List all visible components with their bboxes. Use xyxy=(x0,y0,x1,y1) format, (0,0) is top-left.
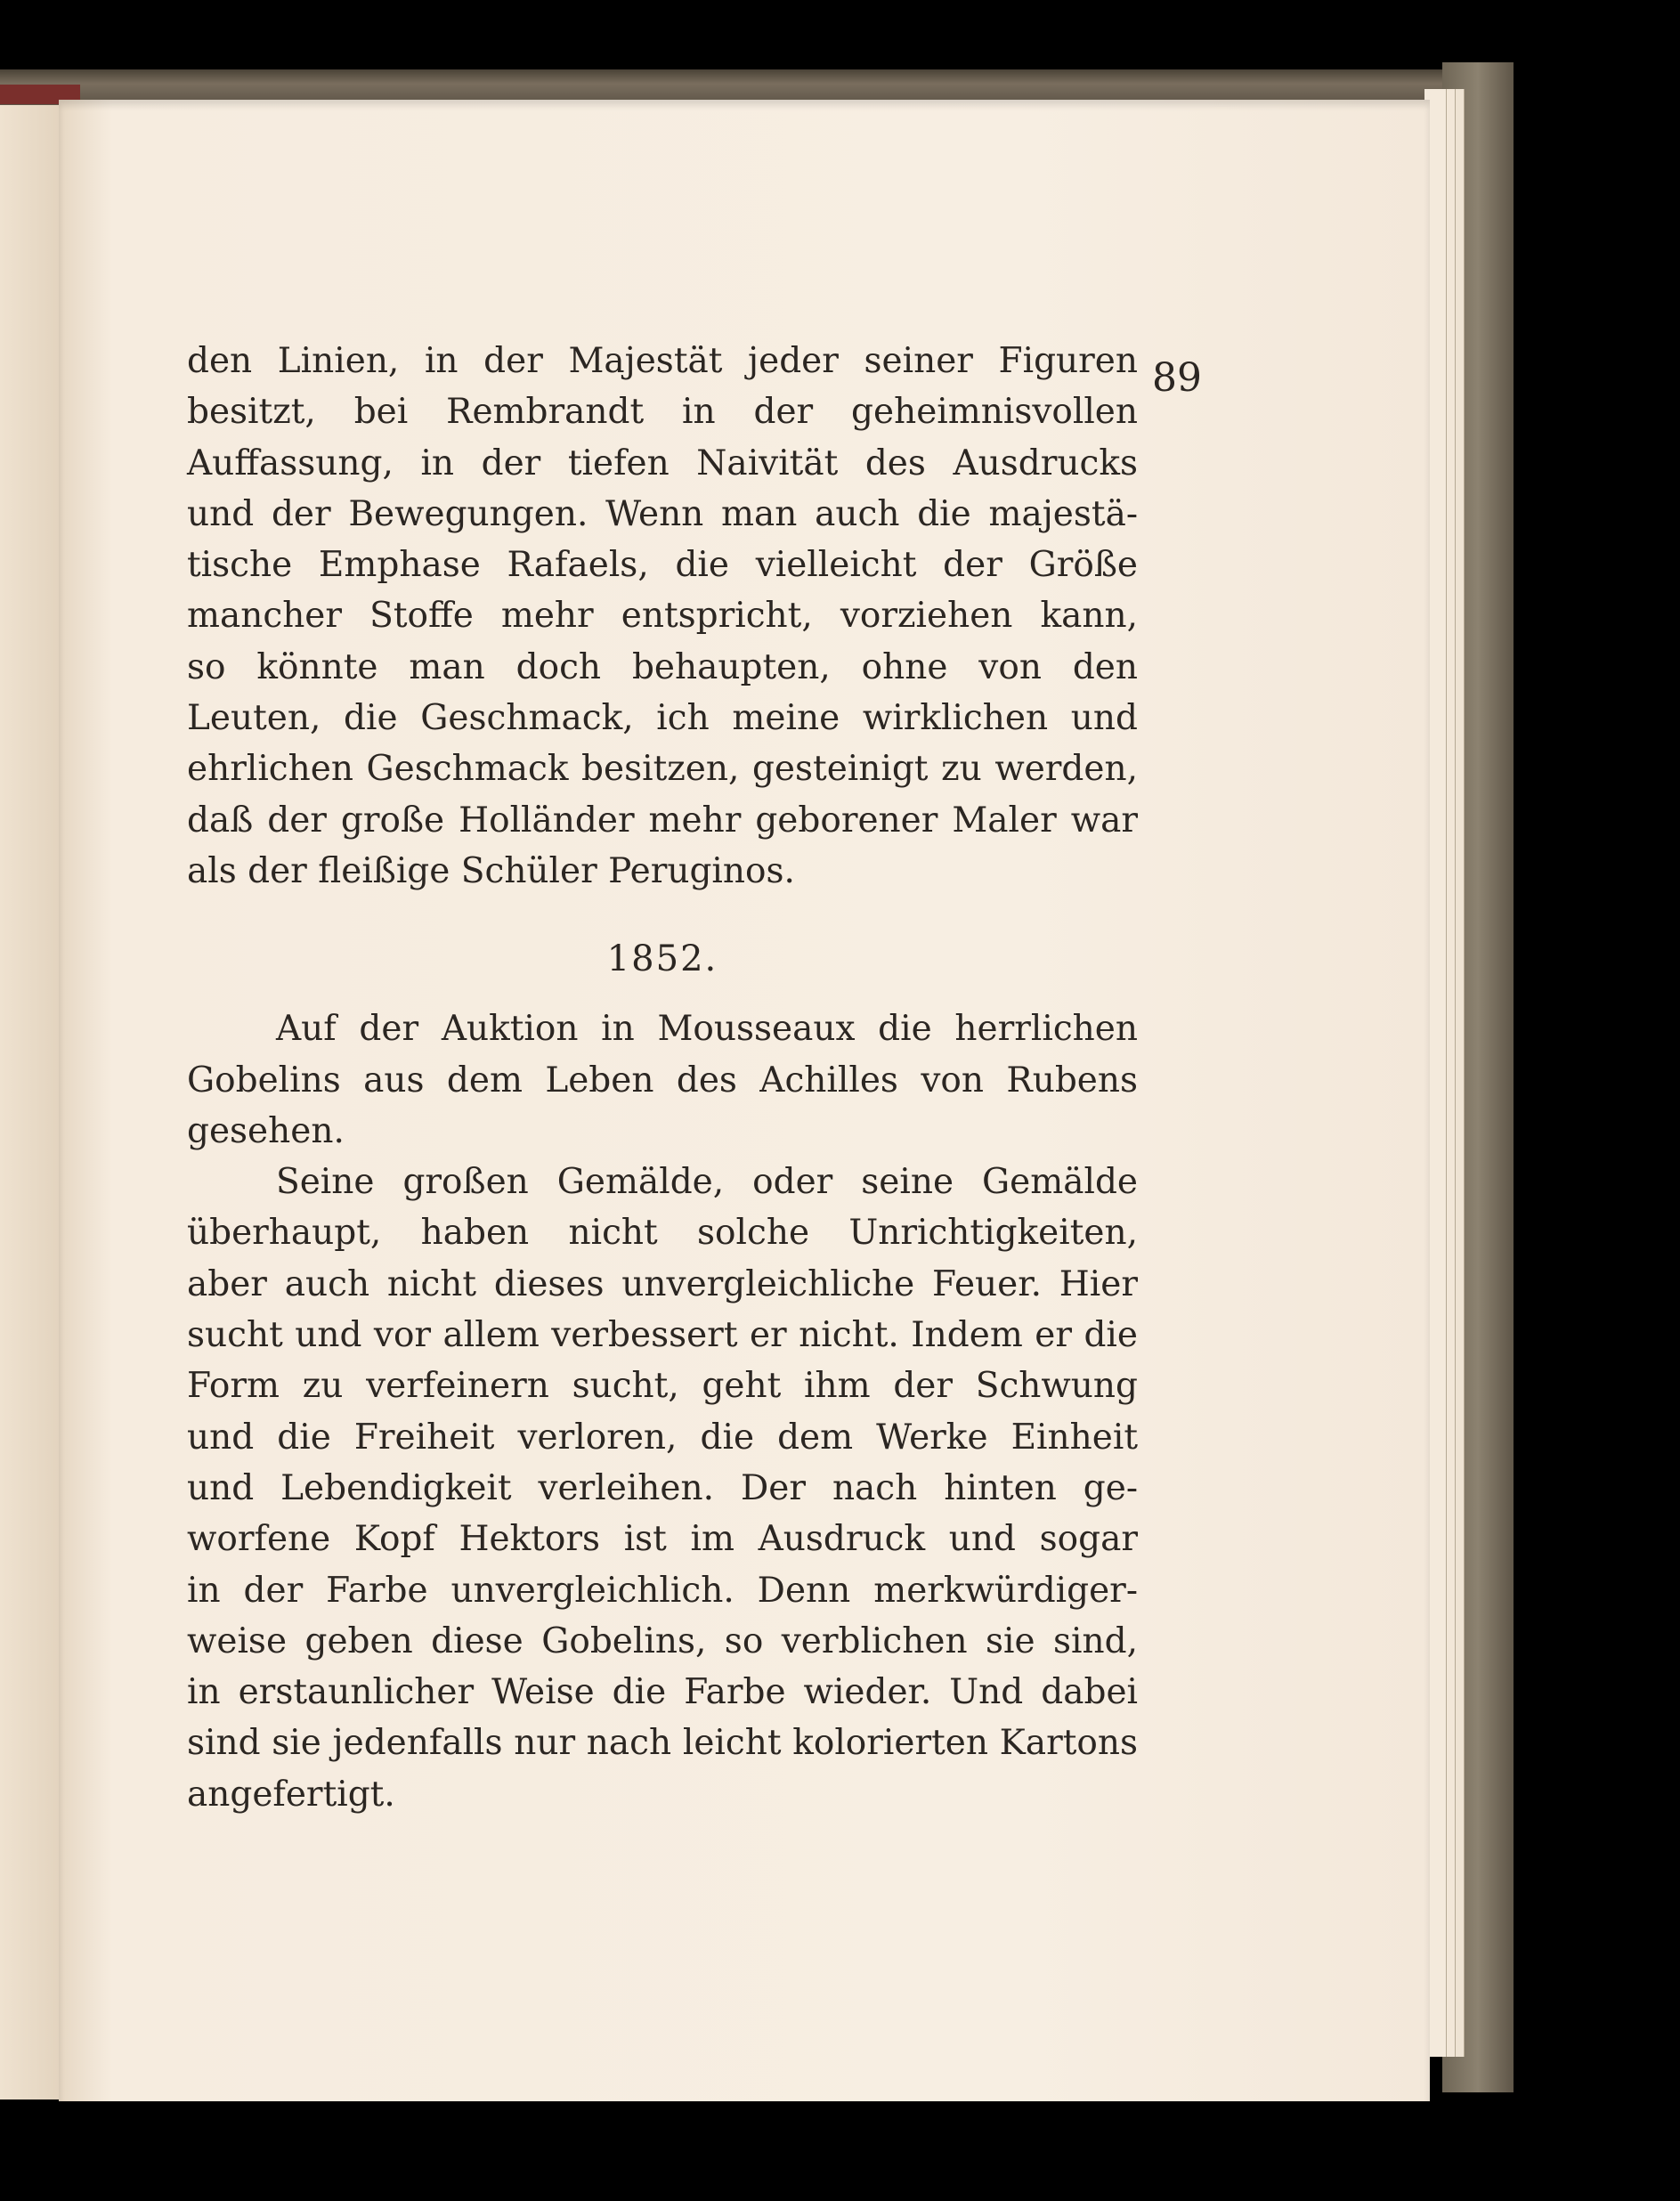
section-year-heading: 1852. xyxy=(606,938,718,980)
text-line: Form zu verfeinern sucht, geht ihm der Schwung xyxy=(187,1366,1138,1407)
text-line: Seine großen Gemälde, oder seine Gemälde xyxy=(276,1162,1138,1203)
text-line: sucht und vor allem verbessert er nicht. Indem er die xyxy=(187,1315,1138,1356)
left-facing-page xyxy=(0,105,61,2099)
text-line: in erstaunlicher Weise die Farbe wieder. Und dabei xyxy=(187,1672,1138,1713)
text-line: und Lebendigkeit verleihen. Der nach hinten ge- xyxy=(187,1467,1138,1508)
text-line: gesehen. xyxy=(187,1110,345,1151)
text-line: sind sie jedenfalls nur nach leicht kolorierten Kartons xyxy=(187,1723,1138,1764)
text-line: so könnte man doch behaupten, ohne von den xyxy=(187,646,1138,687)
text-line: Auffassung, in der tiefen Naivität des Ausdrucks xyxy=(187,443,1138,483)
text-line: daß der große Holländer mehr geborener Maler war xyxy=(187,800,1138,841)
text-line: aber auch nicht dieses unvergleichliche Feuer. Hier xyxy=(187,1263,1138,1304)
paragraph xyxy=(187,1157,1138,1820)
text-line: und der Bewegungen. Wenn man auch die majestä- xyxy=(187,493,1138,534)
text-line: besitzt, bei Rembrandt in der geheimnisvollen xyxy=(187,392,1138,433)
text-line: als der fleißige Schüler Peruginos. xyxy=(187,850,795,891)
text-line: Leuten, die Geschmack, ich meine wirklichen und xyxy=(187,698,1138,739)
text-line: angefertigt. xyxy=(187,1774,395,1815)
page-text xyxy=(187,336,1138,1820)
text-line: tische Emphase Rafaels, die vielleicht der Größe xyxy=(187,545,1138,586)
text-line: weise geben diese Gobelins, so verblichen sie sind, xyxy=(187,1620,1138,1661)
text-line: Auf der Auktion in Mousseaux die herrlichen xyxy=(276,1009,1138,1050)
page-number: 89 xyxy=(1152,355,1202,401)
text-line: und die Freiheit verloren, die dem Werke Einheit xyxy=(187,1417,1138,1458)
text-line: in der Farbe unvergleichlich. Denn merkwürdiger- xyxy=(187,1570,1138,1611)
text-line: den Linien, in der Majestät jeder seiner Figuren xyxy=(187,341,1138,381)
text-line: Gobelins aus dem Leben des Achilles von Rubens xyxy=(187,1060,1138,1100)
text-line: mancher Stoffe mehr entspricht, vorziehen kann, xyxy=(187,596,1138,637)
text-line: ehrlichen Geschmack besitzen, gesteinigt zu werden, xyxy=(187,749,1138,790)
paragraph xyxy=(187,336,1138,897)
text-line: überhaupt, haben nicht solche Unrichtigkeiten, xyxy=(187,1213,1138,1254)
text-line: worfene Kopf Hektors ist im Ausdruck und sogar xyxy=(187,1519,1138,1560)
paragraph xyxy=(187,1003,1138,1157)
